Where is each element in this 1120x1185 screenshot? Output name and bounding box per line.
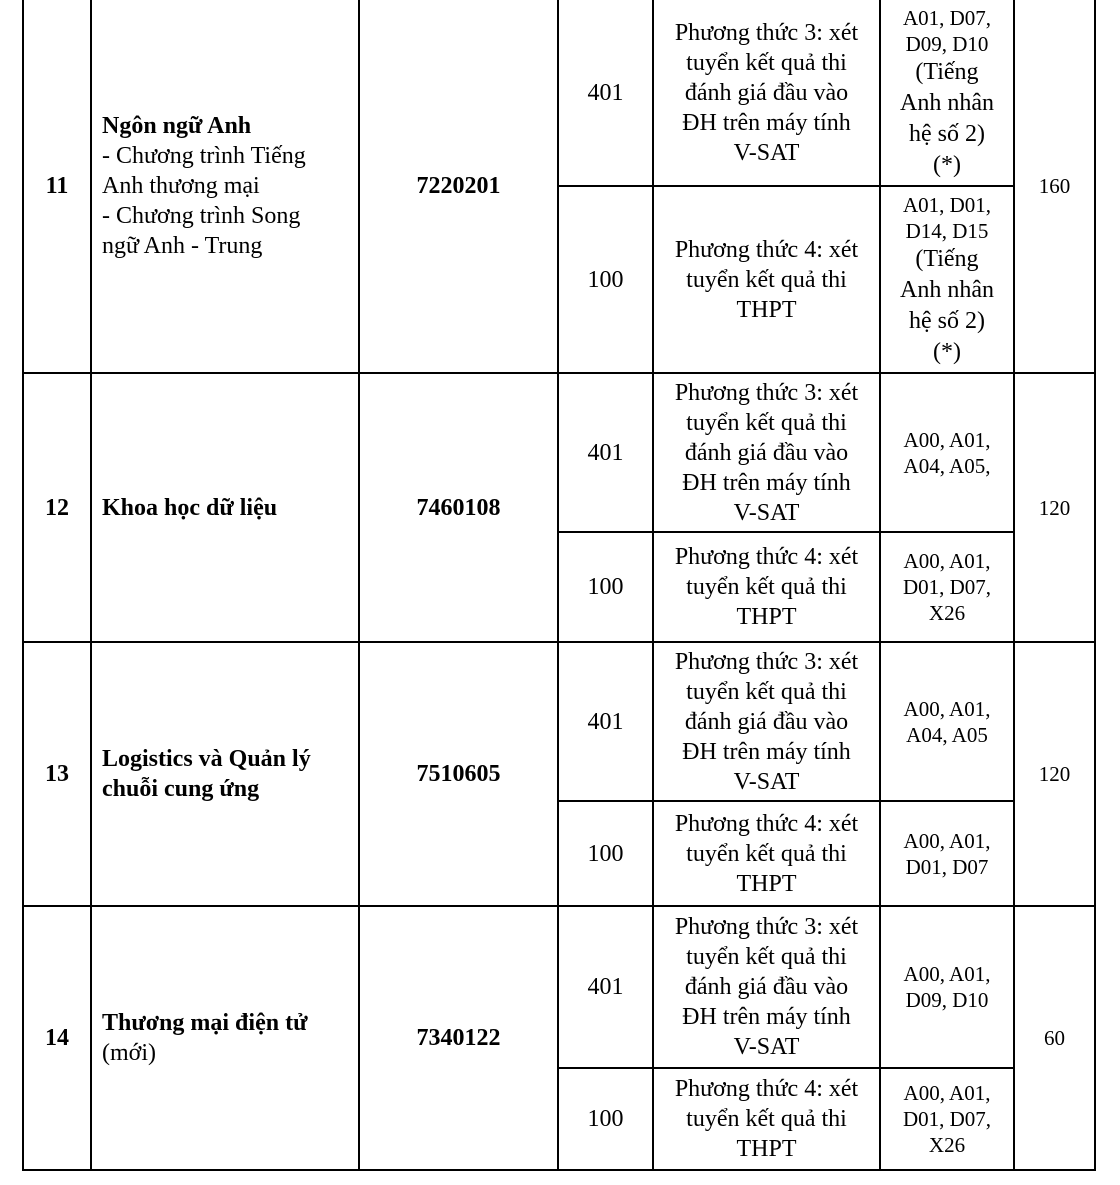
subject-combination-line: A00, A01, — [903, 696, 991, 721]
subject-combination-line: A01, D07, — [902, 5, 992, 30]
method-description-line: tuyển kết quả thi — [686, 409, 847, 436]
major-name-line: - Chương trình Tiếng — [102, 143, 306, 169]
combination-note-line: hệ số 2) — [909, 120, 985, 147]
quota: 160 — [1014, 0, 1095, 373]
method-description-line: tuyển kết quả thi — [686, 574, 847, 600]
method-description-line: Phương thức 3: xét — [674, 19, 859, 46]
row-number: 13 — [23, 642, 91, 906]
method-code: 401 — [558, 642, 653, 801]
method-description — [653, 0, 880, 186]
subject-combinations — [880, 186, 1014, 373]
subject-combination-line: A00, A01, — [903, 828, 991, 853]
method-description-line: tuyển kết quả thi — [686, 1106, 847, 1132]
major-name-line: (mới) — [102, 1040, 157, 1066]
table-row — [23, 0, 1095, 186]
method-description-line: đánh giá đầu vào — [684, 708, 849, 735]
subject-combinations — [880, 0, 1014, 186]
method-description — [653, 801, 880, 906]
subject-combinations — [880, 906, 1014, 1068]
method-description-line: đánh giá đầu vào — [684, 439, 849, 466]
major-name — [91, 0, 359, 373]
combination-note-line: Anh nhân — [900, 276, 994, 303]
major-name — [91, 642, 359, 906]
method-description-line: V-SAT — [733, 139, 800, 166]
major-name-line: ngữ Anh - Trung — [102, 233, 263, 259]
method-description-line: tuyển kết quả thi — [686, 678, 847, 705]
method-description-line: Phương thức 3: xét — [674, 648, 859, 675]
method-description — [653, 1068, 880, 1170]
method-description-line: tuyển kết quả thi — [686, 266, 847, 293]
table-row — [23, 906, 1095, 1068]
method-description-line: Phương thức 3: xét — [674, 379, 859, 406]
major-name — [91, 906, 359, 1170]
row-number: 11 — [23, 0, 91, 373]
method-description-line: Phương thức 4: xét — [674, 236, 859, 263]
method-description-line: V-SAT — [733, 768, 800, 795]
subject-combinations — [880, 532, 1014, 642]
subject-combinations — [880, 1068, 1014, 1170]
subject-combination-line: D14, D15 — [905, 218, 989, 243]
major-name-line: Ngôn ngữ Anh — [102, 113, 252, 139]
subject-combination-line: A01, D01, — [902, 192, 992, 217]
method-description-line: ĐH trên máy tính — [682, 738, 851, 765]
subject-combination-line: D01, D07, — [902, 1107, 992, 1131]
method-code: 401 — [558, 373, 653, 532]
method-code: 100 — [558, 801, 653, 906]
major-name-line: Anh thương mại — [102, 173, 260, 199]
method-description-line: tuyển kết quả thi — [686, 944, 847, 970]
method-description-line: đánh giá đầu vào — [684, 79, 849, 106]
combination-note-line: (*) — [933, 151, 961, 178]
method-description-line: Phương thức 4: xét — [674, 1076, 859, 1102]
method-description-line: tuyển kết quả thi — [686, 840, 847, 867]
method-description-line: ĐH trên máy tính — [682, 1004, 851, 1030]
subject-combination-line: A00, A01, — [903, 427, 991, 452]
subject-combination-line: D01, D07, — [902, 575, 992, 599]
subject-combinations — [880, 801, 1014, 906]
major-name-line: Khoa học dữ liệu — [102, 494, 278, 521]
method-description-line: Phương thức 4: xét — [674, 544, 859, 570]
major-name-line: - Chương trình Song — [102, 203, 301, 229]
method-description-line: V-SAT — [733, 1034, 800, 1060]
method-description — [653, 532, 880, 642]
method-description-line: đánh giá đầu vào — [684, 974, 849, 1000]
subject-combinations — [880, 642, 1014, 801]
major-code: 7340122 — [359, 906, 558, 1170]
subject-combination-line: D01, D07 — [905, 854, 989, 879]
major-name-line: Thương mại điện tử — [102, 1010, 308, 1036]
combination-note-line: (Tiếng — [915, 245, 979, 272]
method-description-line: ĐH trên máy tính — [682, 109, 851, 136]
table-row — [23, 642, 1095, 801]
method-description — [653, 373, 880, 532]
method-description-line: tuyển kết quả thi — [686, 49, 847, 76]
combination-note-line: hệ số 2) — [909, 307, 985, 334]
method-description-line: Phương thức 3: xét — [674, 914, 859, 940]
combination-note-line: Anh nhân — [900, 89, 994, 116]
quota: 120 — [1014, 642, 1095, 906]
method-description-line: THPT — [736, 296, 797, 323]
method-code: 100 — [558, 532, 653, 642]
subject-combination-line: A00, A01, — [903, 1081, 991, 1105]
row-number: 12 — [23, 373, 91, 642]
major-code: 7220201 — [359, 0, 558, 373]
row-number: 14 — [23, 906, 91, 1170]
method-description-line: Phương thức 4: xét — [674, 810, 859, 837]
method-description — [653, 906, 880, 1068]
method-code: 401 — [558, 906, 653, 1068]
subject-combination-line: A04, A05, — [903, 453, 991, 478]
method-description — [653, 642, 880, 801]
method-description — [653, 186, 880, 373]
major-code: 7510605 — [359, 642, 558, 906]
subject-combination-line: D09, D10 — [905, 31, 989, 56]
subject-combination-line: A04, A05 — [906, 722, 988, 747]
method-code: 401 — [558, 0, 653, 186]
subject-combination-line: D09, D10 — [905, 988, 989, 1012]
major-name-line: chuỗi cung ứng — [102, 776, 260, 802]
subject-combination-line: A00, A01, — [903, 549, 991, 573]
major-name-line: Logistics và Quản lý — [102, 746, 311, 772]
subject-combination-line: X26 — [928, 601, 966, 625]
method-description-line: THPT — [736, 870, 797, 897]
subject-combinations — [880, 373, 1014, 532]
method-code: 100 — [558, 186, 653, 373]
major-code: 7460108 — [359, 373, 558, 642]
combination-note-line: (*) — [933, 338, 961, 365]
table-body — [23, 0, 1095, 1170]
admissions-table — [22, 0, 1096, 1171]
method-description-line: V-SAT — [733, 499, 800, 526]
major-name — [91, 373, 359, 642]
method-description-line: THPT — [736, 1136, 797, 1162]
subject-combination-line: X26 — [928, 1133, 966, 1157]
method-description-line: THPT — [736, 604, 797, 630]
method-description-line: ĐH trên máy tính — [682, 469, 851, 496]
quota: 60 — [1014, 906, 1095, 1170]
quota: 120 — [1014, 373, 1095, 642]
combination-note-line: (Tiếng — [915, 58, 979, 85]
method-code: 100 — [558, 1068, 653, 1170]
subject-combination-line: A00, A01, — [903, 962, 991, 986]
table-row — [23, 373, 1095, 532]
